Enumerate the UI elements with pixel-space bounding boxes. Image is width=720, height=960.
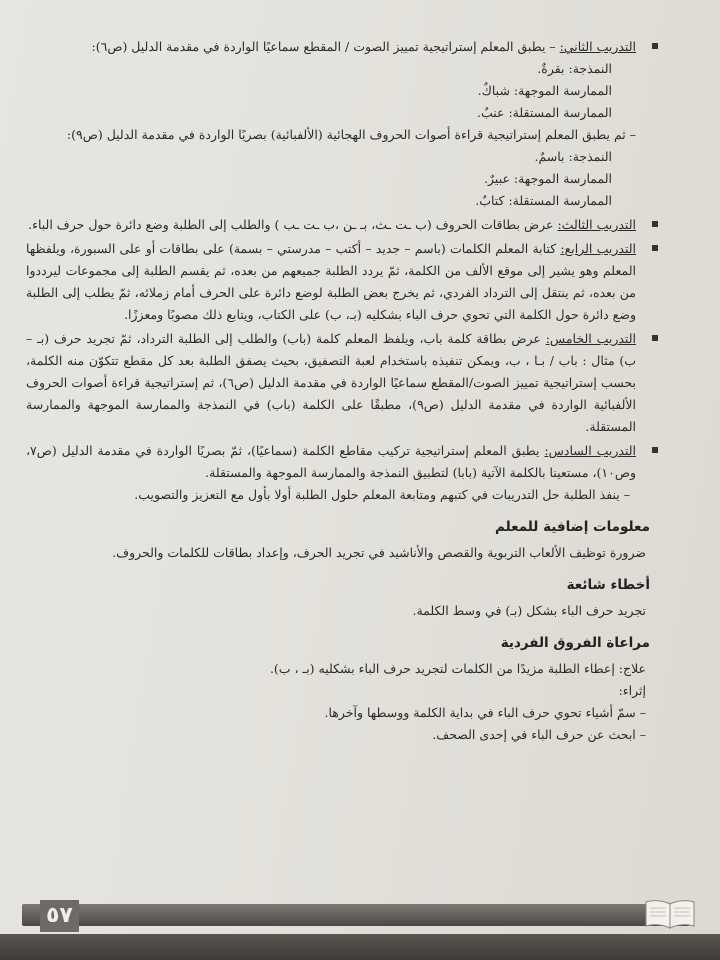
exercise-4 [26, 238, 650, 326]
page-number: ٥٧ [40, 900, 79, 932]
bullet-icon [652, 335, 658, 341]
exercise-6 [26, 440, 650, 506]
exercise-3 [26, 214, 650, 236]
exercise-2-item-3: الممارسة المستقلة: عنبٌ. [477, 105, 612, 120]
differences-treatment: علاج: إعطاء الطلبة مزيدًا من الكلمات لتجريد حرف الباء بشكليه (بـ ، ب). [269, 661, 646, 676]
common-errors-text: تجريد حرف الباء بشكل (بـ) في وسط الكلمة. [412, 603, 646, 618]
bottom-strip [0, 934, 720, 960]
exercise-3-title: التدريب الثالث: [557, 217, 636, 232]
bullet-icon [652, 245, 658, 251]
bullet-icon [652, 221, 658, 227]
exercise-5 [26, 328, 650, 438]
differences-heading: مراعاة الفروق الفردية [500, 635, 650, 651]
common-errors-heading: أخطاء شائعة [566, 577, 650, 593]
exercise-2-item-2: الممارسة الموجهة: شباكٌ. [477, 83, 612, 98]
exercise-3-text: عرض بطاقات الحروف (ب ـت ـث، بـ ـن ،ب ـت ـب ) والطلب إلى الطلبة وضع دائرة حول حرف الباء. [28, 217, 558, 232]
exercise-5-title: التدريب الخامس: [545, 331, 636, 346]
exercise-6-title: التدريب السادس: [544, 443, 636, 458]
differences-item-2: – ابحث عن حرف الباء في إحدى الصحف. [432, 727, 646, 742]
exercise-2-item-1: النمذجة: بقرةٌ. [537, 61, 612, 76]
exercise-2-item2-1: النمذجة: باسمٌ. [534, 149, 612, 164]
teacher-info-heading: معلومات إضافية للمعلم [495, 519, 650, 535]
differences-item-1: – سمّ أشياء تحوي حرف الباء في بداية الكلمة ووسطها وآخرها. [324, 705, 646, 720]
exercise-5-text: عرض بطاقة كلمة باب، ويلفظ المعلم كلمة (باب) والطلب إلى الطلبة الترداد، ثمّ تجريد حرف (بـ – ب) مثال : باب / بـا ، ب، ويمكن تنفيذه باستخدام لعبة التصفيق، بحيث يصفق الطلبة بعد كل مقطع تتكوّن منه الكلمة، بحسب إستراتيجية تمييز الصوت/المقطع سماعيًا الواردة في مقدمة الدليل (ص٦)، ثم إستراتيجية قراءة أصوات الحروف الألفبائية الواردة في مقدمة الدليل (ص٩)، مطبقًا على الكلمة (باب) في النمذجة والممارسة الموجهة والممارسة المستقلة. [26, 331, 636, 434]
bullet-icon [652, 447, 658, 453]
open-book-icon [644, 898, 696, 930]
exercise-2-item2-2: الممارسة الموجهة: عبيرٌ. [484, 171, 612, 186]
exercise-4-text: كتابة المعلم الكلمات (باسم – جديد – أكتب – مدرستي – بسمة) على بطاقات أو على السبورة، ويلفظها المعلم وهو يشير إلى موقع الألف من الكلمة، ثمّ يردد الطلبة جميعهم من بعده، ثم يقسم الطلبة إلى مجموعات ليرددوا من بعده، ثم ينتقل إلى الترداد الفردي، ثم يخرج بعض الطلبة لوضع دائرة على الحرف أمام زملائه، ثمّ يطلب إلى الطلبة وضع دائرة حول الكلمة التي تحوي حرف الباء بشكليه (بـ، ب) على الكتاب، ويتابع ذلك مصوبًا ومعززًا. [26, 241, 636, 322]
exercise-6-note: – ينفذ الطلبة حل التدريبات في كتبهم ومتابعة المعلم حلول الطلبة أولا بأول مع التعزيز والتصويب. [134, 487, 630, 502]
exercise-2-text: – يطبق المعلم إستراتيجية تمييز الصوت / المقطع سماعيًا الواردة في مقدمة الدليل (ص٦): [91, 39, 560, 54]
exercise-2 [26, 36, 650, 212]
exercise-2-then: – ثم يطبق المعلم إستراتيجية قراءة أصوات الحروف الهجائية (الألفبائية) بصريًا الواردة في مقدمة الدليل (ص٩): [66, 127, 636, 142]
footer-bar [22, 904, 690, 926]
bullet-icon [652, 43, 658, 49]
exercise-4-title: التدريب الرابع: [560, 241, 637, 256]
exercise-2-item2-3: الممارسة المستقلة: كتابٌ. [475, 193, 612, 208]
exercise-2-title: التدريب الثاني: [559, 39, 636, 54]
differences-enrichment-label: إثراء: [618, 683, 646, 698]
exercise-6-text: يطبق المعلم إستراتيجية تركيب مقاطع الكلمة (سماعيًا)، ثمّ بصريًا الواردة في مقدمة الدليل (ص٧، وص١٠)، مستعينا بالكلمة الآتية (بابا) لتطبيق النمذجة والممارسة الموجهة والمستقلة. [26, 443, 636, 480]
page-content [26, 36, 650, 746]
teacher-info-text: ضرورة توظيف الألعاب التربوية والقصص والأناشيد في تجريد الحرف، وإعداد بطاقات للكلمات والحروف. [112, 545, 646, 560]
